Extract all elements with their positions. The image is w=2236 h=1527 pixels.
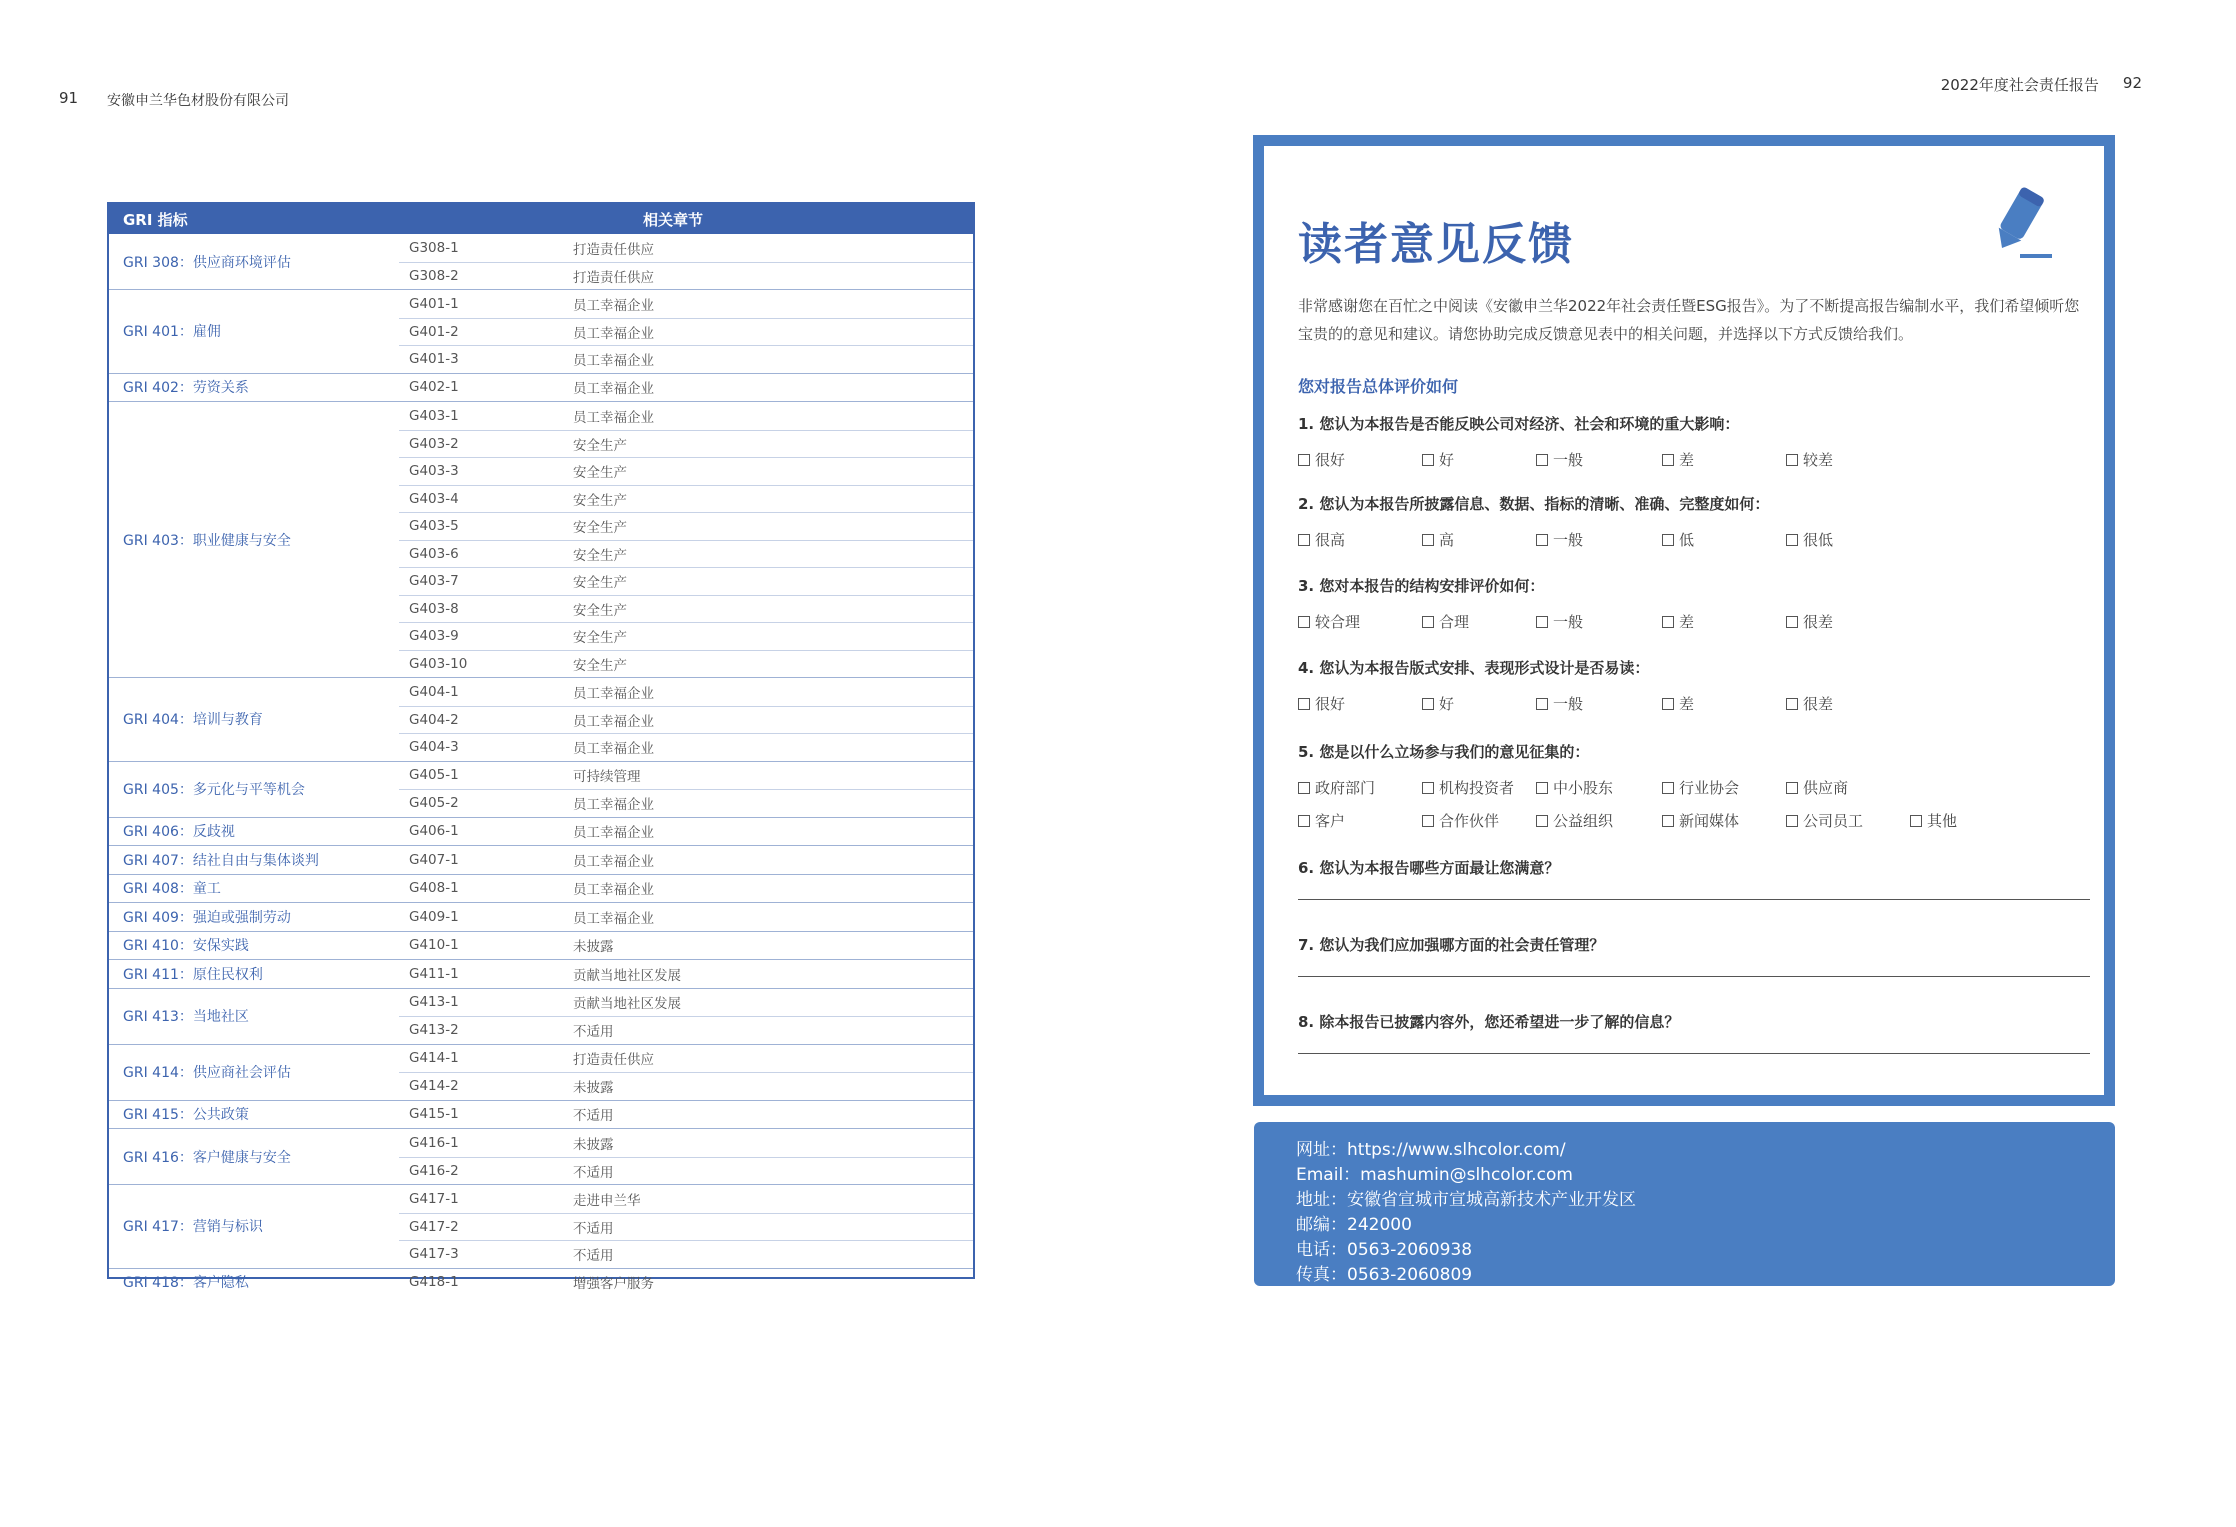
checkbox-option[interactable] <box>1422 777 1514 798</box>
checkbox-icon[interactable] <box>1536 782 1548 794</box>
options-q4 <box>1298 693 2098 715</box>
table-row <box>399 1045 973 1073</box>
report-header <box>1941 74 2142 95</box>
table-row <box>399 1185 973 1213</box>
checkbox-option[interactable] <box>1662 529 1694 550</box>
gri-code: G405-2 <box>409 795 459 812</box>
table-row <box>399 345 973 373</box>
checkbox-option[interactable] <box>1786 529 1833 550</box>
option-label: 中小股东 <box>1553 779 1614 797</box>
gri-indicator: GRI 410：安保实践 <box>123 938 249 955</box>
checkbox-icon[interactable] <box>1298 782 1310 794</box>
gri-code: G413-2 <box>409 1022 459 1039</box>
checkbox-icon[interactable] <box>1910 815 1922 827</box>
table-group <box>109 903 973 932</box>
related-chapter: 员工幸福企业 <box>573 853 654 870</box>
options-q1 <box>1298 449 2098 471</box>
gri-code: G416-2 <box>409 1162 459 1179</box>
option-label: 很高 <box>1315 531 1346 549</box>
company-name: 安徽申兰华色材股份有限公司 <box>107 93 289 109</box>
option-label: 较合理 <box>1315 613 1361 631</box>
gri-indicator: GRI 409：强迫或强制劳动 <box>123 909 291 926</box>
checkbox-option[interactable] <box>1786 611 1833 632</box>
gri-code: G417-2 <box>409 1218 459 1235</box>
gri-code: G308-2 <box>409 267 459 284</box>
table-row <box>399 846 973 874</box>
table-group <box>109 989 973 1045</box>
section-heading: 您对报告总体评价如何 <box>1298 377 1459 396</box>
table-row <box>399 733 973 761</box>
table-row <box>399 1016 973 1044</box>
related-chapter: 不适用 <box>573 1164 614 1181</box>
table-row <box>399 374 973 402</box>
gri-indicator: GRI 401：雇佣 <box>123 324 221 341</box>
related-chapter: 增强客户服务 <box>573 1276 654 1293</box>
contact-fax: 传真：0563-2060809 <box>1296 1265 1473 1285</box>
table-row <box>399 402 973 430</box>
table-group <box>109 1269 973 1297</box>
gri-indicator: GRI 416：客户健康与安全 <box>123 1149 291 1166</box>
gri-code: G403-2 <box>409 435 459 452</box>
table-group <box>109 1045 973 1101</box>
checkbox-option[interactable] <box>1536 529 1583 550</box>
table-header <box>109 204 973 234</box>
gri-indicator: GRI 406：反歧视 <box>123 824 235 841</box>
checkbox-icon[interactable] <box>1536 815 1548 827</box>
table-row <box>399 540 973 568</box>
option-label: 新闻媒体 <box>1679 812 1740 830</box>
related-chapter: 安全生产 <box>573 575 627 592</box>
table-row <box>399 678 973 706</box>
checkbox-option[interactable] <box>1298 810 1345 831</box>
checkbox-option[interactable] <box>1662 693 1694 714</box>
checkbox-option[interactable] <box>1422 810 1499 831</box>
table-group <box>109 818 973 847</box>
checkbox-icon[interactable] <box>1422 616 1434 628</box>
gri-code: G403-4 <box>409 490 459 507</box>
gri-code: G404-1 <box>409 683 459 700</box>
gri-code: G308-1 <box>409 239 459 256</box>
checkbox-icon[interactable] <box>1662 698 1674 710</box>
option-label: 供应商 <box>1803 779 1849 797</box>
gri-code: G401-2 <box>409 323 459 340</box>
option-label: 行业协会 <box>1679 779 1740 797</box>
table-row <box>399 512 973 540</box>
checkbox-option[interactable] <box>1662 777 1739 798</box>
option-label: 高 <box>1439 531 1455 549</box>
option-label: 较差 <box>1803 451 1834 469</box>
feedback-title: 读者意见反馈 <box>1298 219 1574 270</box>
gri-code: G401-3 <box>409 351 459 368</box>
gri-code: G417-1 <box>409 1190 459 1207</box>
options-q2 <box>1298 529 2098 551</box>
related-chapter: 打造责任供应 <box>573 269 654 286</box>
table-row <box>399 234 973 262</box>
contact-box <box>1254 1122 2115 1286</box>
left-page-number: 91 <box>59 89 79 107</box>
gri-indicator: GRI 411：原住民权利 <box>123 966 263 983</box>
checkbox-icon[interactable] <box>1298 698 1310 710</box>
related-chapter: 不适用 <box>573 1220 614 1237</box>
checkbox-icon[interactable] <box>1422 815 1434 827</box>
checkbox-option[interactable] <box>1536 449 1583 470</box>
related-chapter: 员工幸福企业 <box>573 713 654 730</box>
feedback-form <box>1253 135 2115 1106</box>
table-row <box>399 567 973 595</box>
pen-icon <box>1980 182 2054 262</box>
checkbox-option[interactable] <box>1786 777 1848 798</box>
related-chapter: 员工幸福企业 <box>573 797 654 814</box>
table-group <box>109 1129 973 1185</box>
checkbox-option[interactable] <box>1536 611 1583 632</box>
gri-code: G406-1 <box>409 823 459 840</box>
checkbox-icon[interactable] <box>1422 454 1434 466</box>
checkbox-option[interactable] <box>1536 777 1613 798</box>
related-chapter: 打造责任供应 <box>573 241 654 258</box>
gri-code: G409-1 <box>409 908 459 925</box>
checkbox-option[interactable] <box>1662 449 1694 470</box>
related-chapter: 未披露 <box>573 1080 614 1097</box>
option-label: 差 <box>1679 695 1695 713</box>
related-chapter: 安全生产 <box>573 602 627 619</box>
gri-code: G411-1 <box>409 965 459 982</box>
related-chapter: 员工幸福企业 <box>573 882 654 899</box>
checkbox-option[interactable] <box>1786 810 1863 831</box>
options-q5 <box>1298 777 2098 799</box>
table-row <box>399 485 973 513</box>
table-group <box>109 875 973 904</box>
option-label: 一般 <box>1553 695 1584 713</box>
related-chapter: 安全生产 <box>573 630 627 647</box>
question-6: 6. 您认为本报告哪些方面最让您满意？ <box>1298 859 1560 877</box>
gri-code: G403-10 <box>409 655 468 672</box>
gri-indicator: GRI 402：劳资关系 <box>123 380 249 397</box>
table-row <box>399 318 973 346</box>
question-2: 2. 您认为本报告所披露信息、数据、指标的清晰、准确、完整度如何： <box>1298 495 1770 513</box>
question-4: 4. 您认为本报告版式安排、表现形式设计是否易读： <box>1298 659 1650 677</box>
checkbox-option[interactable] <box>1422 529 1454 550</box>
table-row <box>399 903 973 931</box>
table-row <box>399 457 973 485</box>
table-row <box>399 1157 973 1185</box>
gri-code: G408-1 <box>409 880 459 897</box>
gri-code: G403-5 <box>409 518 459 535</box>
gri-code: G417-3 <box>409 1246 459 1263</box>
table-group <box>109 1101 973 1130</box>
question-3: 3. 您对本报告的结构安排评价如何： <box>1298 577 1545 595</box>
related-chapter: 员工幸福企业 <box>573 297 654 314</box>
related-chapter: 员工幸福企业 <box>573 325 654 342</box>
gri-code: G416-1 <box>409 1134 459 1151</box>
gri-code: G403-7 <box>409 573 459 590</box>
table-row <box>399 1129 973 1157</box>
table-group <box>109 290 973 374</box>
gri-code: G404-3 <box>409 739 459 756</box>
related-chapter: 员工幸福企业 <box>573 353 654 370</box>
related-chapter: 安全生产 <box>573 657 627 674</box>
table-row <box>399 595 973 623</box>
table-row <box>399 1240 973 1268</box>
table-row <box>399 875 973 903</box>
answer-line-6[interactable] <box>1298 899 2090 900</box>
gri-code: G415-1 <box>409 1106 459 1123</box>
gri-code: G403-9 <box>409 628 459 645</box>
checkbox-option[interactable] <box>1298 529 1345 550</box>
gri-code: G403-3 <box>409 463 459 480</box>
table-row <box>399 818 973 846</box>
checkbox-option[interactable] <box>1662 611 1694 632</box>
gri-indicator: GRI 407：结社自由与集体谈判 <box>123 852 319 869</box>
gri-code: G405-1 <box>409 767 459 784</box>
table-group <box>109 1185 973 1269</box>
checkbox-option[interactable] <box>1298 777 1375 798</box>
gri-indicator: GRI 404：培训与教育 <box>123 712 263 729</box>
checkbox-option[interactable] <box>1662 810 1739 831</box>
table-row <box>399 1269 973 1297</box>
checkbox-icon[interactable] <box>1662 534 1674 546</box>
related-chapter: 不适用 <box>573 1024 614 1041</box>
checkbox-option[interactable] <box>1786 449 1833 470</box>
gri-indicator: GRI 417：营销与标识 <box>123 1219 263 1236</box>
checkbox-option[interactable] <box>1910 810 1957 831</box>
gri-code: G418-1 <box>409 1274 459 1291</box>
checkbox-option[interactable] <box>1536 810 1613 831</box>
gri-code: G407-1 <box>409 851 459 868</box>
checkbox-icon[interactable] <box>1298 534 1310 546</box>
options-q3 <box>1298 611 2098 633</box>
checkbox-icon[interactable] <box>1536 616 1548 628</box>
gri-indicator: GRI 418：客户隐私 <box>123 1275 249 1292</box>
option-label: 客户 <box>1315 812 1346 830</box>
checkbox-icon[interactable] <box>1536 698 1548 710</box>
checkbox-icon[interactable] <box>1536 454 1548 466</box>
option-label: 一般 <box>1553 451 1584 469</box>
checkbox-option[interactable] <box>1422 449 1454 470</box>
gri-indicator: GRI 415：公共政策 <box>123 1107 249 1124</box>
checkbox-icon[interactable] <box>1536 534 1548 546</box>
table-row <box>399 262 973 290</box>
option-label: 好 <box>1439 451 1455 469</box>
option-label: 低 <box>1679 531 1695 549</box>
checkbox-icon[interactable] <box>1298 454 1310 466</box>
related-chapter: 员工幸福企业 <box>573 685 654 702</box>
checkbox-icon[interactable] <box>1662 815 1674 827</box>
option-label: 差 <box>1679 613 1695 631</box>
gri-code: G404-2 <box>409 711 459 728</box>
table-row <box>399 1101 973 1129</box>
option-label: 合理 <box>1439 613 1470 631</box>
table-group <box>109 960 973 989</box>
checkbox-option[interactable] <box>1422 693 1454 714</box>
option-label: 差 <box>1679 451 1695 469</box>
checkbox-icon[interactable] <box>1422 782 1434 794</box>
gri-indicator: GRI 413：当地社区 <box>123 1009 249 1025</box>
checkbox-icon[interactable] <box>1662 782 1674 794</box>
option-label: 合作伙伴 <box>1439 812 1500 830</box>
table-group <box>109 234 973 290</box>
related-chapter: 未披露 <box>573 1136 614 1153</box>
table-row <box>399 932 973 960</box>
col-indicator-header: GRI 指标 <box>123 210 188 229</box>
answer-line-8[interactable] <box>1298 1053 2090 1054</box>
checkbox-icon[interactable] <box>1662 616 1674 628</box>
gri-indicator: GRI 405：多元化与平等机会 <box>123 782 305 798</box>
option-label: 好 <box>1439 695 1455 713</box>
option-label: 很差 <box>1803 695 1834 713</box>
col-chapter-header: 相关章节 <box>643 210 704 229</box>
right-page-number: 92 <box>2122 74 2142 92</box>
gri-index-table <box>107 202 975 1293</box>
contact-website[interactable]: 网址：https://www.slhcolor.com/ <box>1296 1140 1566 1160</box>
related-chapter: 贡献当地社区发展 <box>573 967 681 984</box>
checkbox-icon[interactable] <box>1786 616 1798 628</box>
contact-phone: 电话：0563-2060938 <box>1296 1240 1473 1260</box>
checkbox-icon[interactable] <box>1298 616 1310 628</box>
checkbox-option[interactable] <box>1786 693 1833 714</box>
report-title: 2022年度社会责任报告 <box>1940 76 2099 94</box>
table-row <box>399 706 973 734</box>
related-chapter: 不适用 <box>573 1108 614 1125</box>
related-chapter: 员工幸福企业 <box>573 409 654 426</box>
gri-indicator: GRI 308：供应商环境评估 <box>123 254 291 271</box>
question-5: 5. 您是以什么立场参与我们的意见征集的： <box>1298 743 1590 761</box>
option-label: 很低 <box>1803 531 1834 549</box>
gri-code: G403-1 <box>409 407 459 424</box>
question-8: 8. 除本报告已披露内容外，您还希望进一步了解的信息？ <box>1298 1013 1680 1031</box>
option-label: 很好 <box>1315 695 1346 713</box>
related-chapter: 安全生产 <box>573 465 627 482</box>
options-q5-row2 <box>1298 810 2098 832</box>
option-label: 其他 <box>1927 812 1958 830</box>
contact-address: 地址：安徽省宣城市宣城高新技术产业开发区 <box>1296 1190 1636 1210</box>
table-row <box>399 650 973 678</box>
checkbox-icon[interactable] <box>1786 782 1798 794</box>
table-group <box>109 846 973 875</box>
gri-code: G413-1 <box>409 994 459 1011</box>
option-label: 公益组织 <box>1553 812 1614 830</box>
related-chapter: 未披露 <box>573 939 614 956</box>
checkbox-option[interactable] <box>1422 611 1469 632</box>
checkbox-icon[interactable] <box>1786 698 1798 710</box>
checkbox-icon[interactable] <box>1662 454 1674 466</box>
table-row <box>399 1072 973 1100</box>
contact-postcode: 邮编：242000 <box>1296 1215 1412 1235</box>
table-row <box>399 960 973 988</box>
table-body <box>109 234 973 1296</box>
option-label: 机构投资者 <box>1439 779 1515 797</box>
gri-code: G410-1 <box>409 937 459 954</box>
contact-email[interactable]: Email：mashumin@slhcolor.com <box>1296 1165 1573 1185</box>
related-chapter: 员工幸福企业 <box>573 381 654 398</box>
answer-line-7[interactable] <box>1298 976 2090 977</box>
related-chapter: 安全生产 <box>573 492 627 509</box>
related-chapter: 可持续管理 <box>573 769 641 786</box>
gri-code: G403-6 <box>409 545 459 562</box>
option-label: 政府部门 <box>1315 779 1376 797</box>
related-chapter: 员工幸福企业 <box>573 741 654 758</box>
gri-indicator: GRI 414：供应商社会评估 <box>123 1065 291 1081</box>
related-chapter: 贡献当地社区发展 <box>573 996 681 1013</box>
related-chapter: 打造责任供应 <box>573 1052 654 1069</box>
gri-indicator: GRI 408：童工 <box>123 881 221 898</box>
gri-code: G402-1 <box>409 379 459 396</box>
checkbox-icon[interactable] <box>1422 698 1434 710</box>
related-chapter: 走进申兰华 <box>573 1192 641 1209</box>
gri-code: G401-1 <box>409 295 459 312</box>
related-chapter: 安全生产 <box>573 437 627 454</box>
checkbox-option[interactable] <box>1298 693 1345 714</box>
gri-code: G414-2 <box>409 1078 459 1095</box>
table-group <box>109 762 973 818</box>
question-7: 7. 您认为我们应加强哪方面的社会责任管理？ <box>1298 936 1605 954</box>
checkbox-icon[interactable] <box>1786 534 1798 546</box>
checkbox-icon[interactable] <box>1298 815 1310 827</box>
question-1: 1. 您认为本报告是否能反映公司对经济、社会和环境的重大影响： <box>1298 415 1740 433</box>
checkbox-option[interactable] <box>1536 693 1583 714</box>
table-row <box>399 762 973 790</box>
table-row <box>399 989 973 1017</box>
checkbox-icon[interactable] <box>1422 534 1434 546</box>
gri-indicator: GRI 403：职业健康与安全 <box>123 532 291 549</box>
table-row <box>399 1213 973 1241</box>
related-chapter: 安全生产 <box>573 520 627 537</box>
table-row <box>399 290 973 318</box>
table-group <box>109 374 973 403</box>
table-group <box>109 932 973 961</box>
option-label: 很好 <box>1315 451 1346 469</box>
checkbox-option[interactable] <box>1298 449 1345 470</box>
option-label: 公司员工 <box>1803 812 1864 830</box>
related-chapter: 员工幸福企业 <box>573 825 654 842</box>
table-group <box>109 402 973 678</box>
gri-code: G403-8 <box>409 600 459 617</box>
table-row <box>399 789 973 817</box>
related-chapter: 安全生产 <box>573 547 627 564</box>
checkbox-option[interactable] <box>1298 611 1360 632</box>
table-row <box>399 430 973 458</box>
checkbox-icon[interactable] <box>1786 815 1798 827</box>
option-label: 一般 <box>1553 531 1584 549</box>
option-label: 很差 <box>1803 613 1834 631</box>
checkbox-icon[interactable] <box>1786 454 1798 466</box>
option-label: 一般 <box>1553 613 1584 631</box>
related-chapter: 员工幸福企业 <box>573 910 654 927</box>
related-chapter: 不适用 <box>573 1248 614 1265</box>
gri-code: G414-1 <box>409 1050 459 1067</box>
table-row <box>399 622 973 650</box>
feedback-intro: 非常感谢您在百忙之中阅读《安徽申兰华2022年社会责任暨ESG报告》。为了不断提高报告编制水平，我们希望倾听您宝贵的的意见和建议。请您协助完成反馈意见表中的相关问题，并选择以下方式反馈给我们。 <box>1298 297 2080 343</box>
table-group <box>109 678 973 762</box>
